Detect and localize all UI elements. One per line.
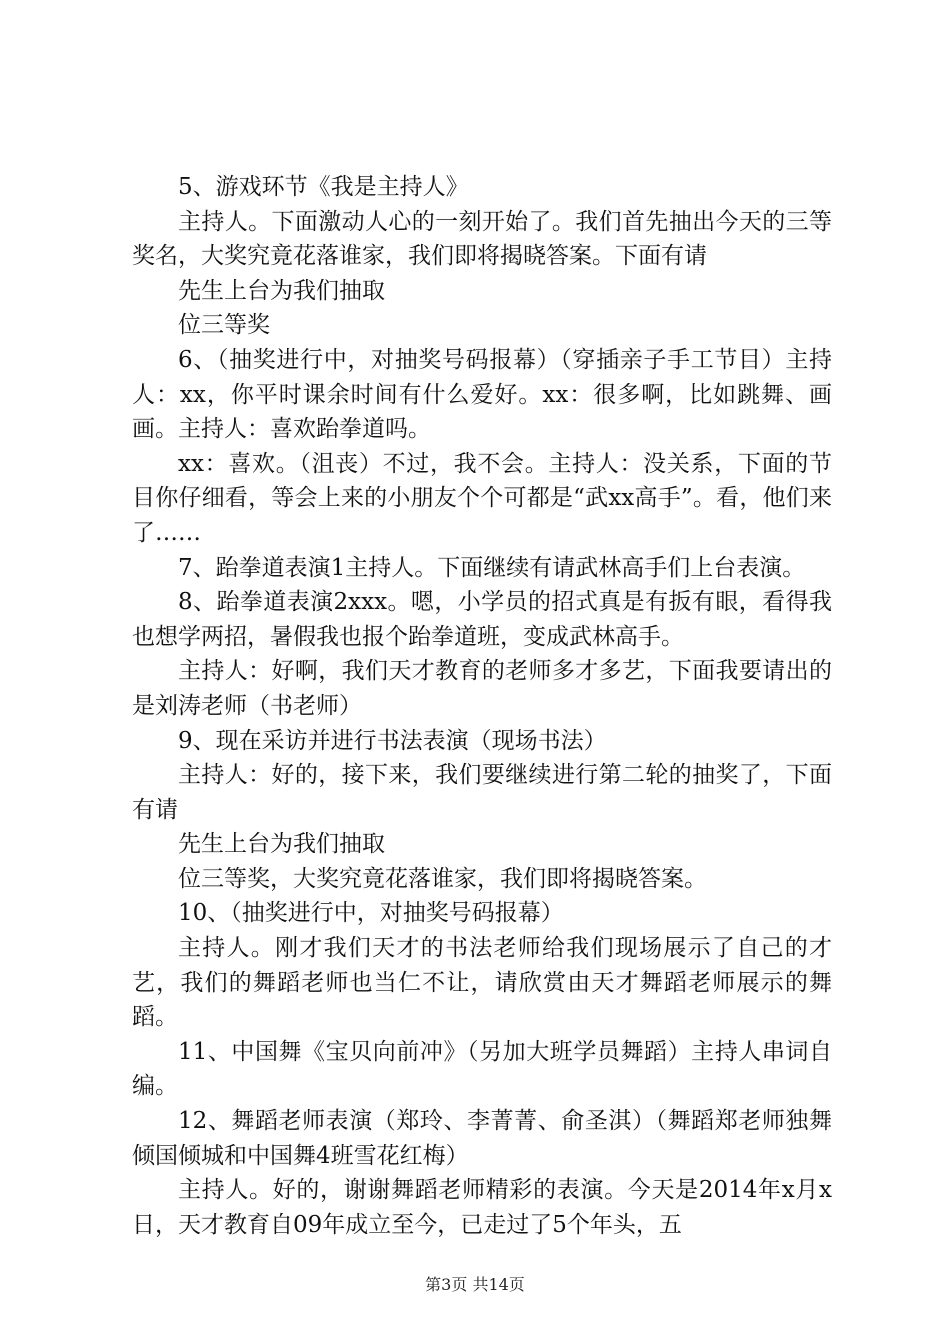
- paragraph: 先生上台为我们抽取: [178, 831, 385, 858]
- paragraph: 12、舞蹈老师表演（郑玲、李菁菁、俞圣淇）（舞蹈郑老师独舞倾国倾城和中国舞4班雪花红梅）: [132, 1108, 832, 1169]
- paragraph: 主持人。好的，谢谢舞蹈老师精彩的表演。今天是2014年x月x日，天才教育自09年成立至今，已走过了5个年头，五: [132, 1177, 832, 1238]
- paragraph: 主持人。刚才我们天才的书法老师给我们现场展示了自己的才艺，我们的舞蹈老师也当仁不让，请欣赏由天才舞蹈老师展示的舞蹈。: [132, 935, 832, 1031]
- paragraph: 先生上台为我们抽取: [178, 277, 385, 304]
- paragraph: 主持人：好啊，我们天才教育的老师多才多艺，下面我要请出的是刘涛老师（书老师）: [132, 658, 832, 719]
- paragraph: 5、游戏环节《我是主持人》: [178, 174, 469, 200]
- paragraph: 11、中国舞《宝贝向前冲》（另加大班学员舞蹈）主持人串词自编。: [132, 1038, 832, 1100]
- paragraph: 主持人：好的，接下来，我们要继续进行第二轮的抽奖了，下面有请: [132, 762, 832, 823]
- paragraph: 主持人。下面激动人心的一刻开始了。我们首先抽出今天的三等奖名，大奖究竟花落谁家，我们即将揭晓答案。下面有请: [132, 208, 832, 270]
- paragraph: 9、现在采访并进行书法表演（现场书法）: [178, 727, 607, 754]
- paragraph: 10、（抽奖进行中，对抽奖号码报幕）: [178, 900, 564, 927]
- paragraph: 6、（抽奖进行中，对抽奖号码报幕）（穿插亲子手工节目）主持人：xx，你平时课余时间有什么爱好。xx：很多啊，比如跳舞、画画。主持人：喜欢跆拳道吗。: [132, 346, 832, 443]
- paragraph: 7、跆拳道表演1主持人。下面继续有请武林高手们上台表演。: [178, 554, 806, 581]
- page-number-footer: 第3页 共14页: [425, 1275, 525, 1294]
- paragraph: 位三等奖: [178, 312, 270, 339]
- paragraph: 位三等奖，大奖究竟花落谁家，我们即将揭晓答案。: [178, 865, 707, 892]
- document-body: [132, 170, 832, 1242]
- paragraph: xx：喜欢。（沮丧）不过，我不会。主持人：没关系，下面的节目你仔细看，等会上来的小朋友个个可都是“武xx高手”。看，他们来了……: [132, 450, 832, 546]
- paragraph: 8、跆拳道表演2xxx。嗯，小学员的招式真是有扳有眼，看得我也想学两招，暑假我也报个跆拳道班，变成武林高手。: [132, 589, 832, 650]
